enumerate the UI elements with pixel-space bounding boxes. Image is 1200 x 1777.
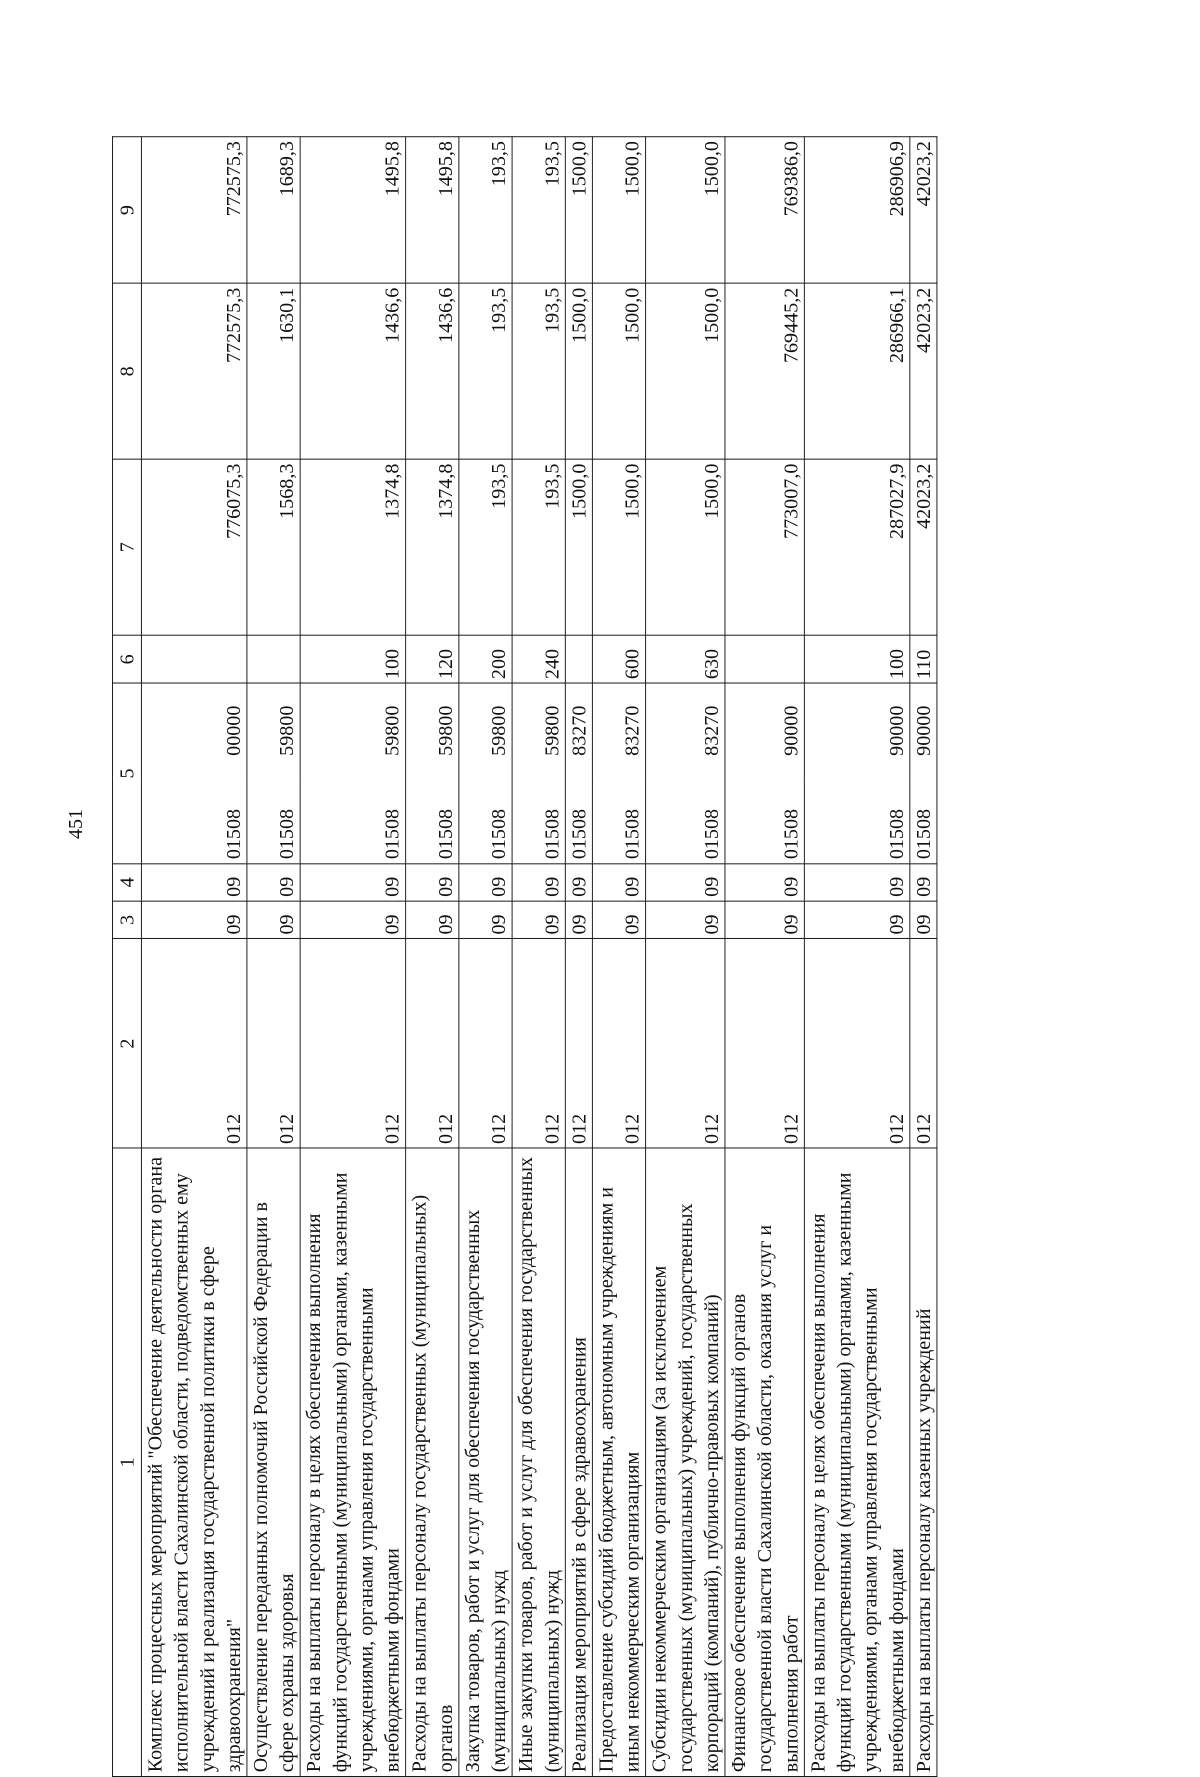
- cell-col-6: [247, 635, 300, 683]
- cell-col-6: [141, 635, 247, 683]
- page-number: 451: [65, 809, 87, 839]
- cell-col-5-program: 01508: [725, 778, 804, 864]
- cell-name: Финансовое обеспечение выполнения функций органов государственной власти Сахалинской области, оказания услуг и выполнения работ: [725, 1148, 804, 1776]
- cell-col-8: 769445,2: [725, 283, 804, 459]
- cell-col-5-program: 01508: [247, 778, 300, 864]
- cell-col-8: 1436,6: [406, 283, 459, 459]
- cell-col-7: 1374,8: [406, 459, 459, 635]
- cell-col-3: 09: [910, 901, 937, 939]
- cell-name: Расходы на выплаты персоналу в целях обеспечения выполнения функций государственными (муниципальными) органами, казенными учреждениями, органами управления государственными внебюджетными фондами: [804, 1148, 910, 1776]
- cell-col-8: 1630,1: [247, 283, 300, 459]
- cell-col-5-direction: 90000: [910, 683, 937, 777]
- cell-col-7: 776075,3: [141, 459, 247, 635]
- cell-name: Субсидии некоммерческим организациям (за исключением государственных (муниципальных) учреждений, государственных корпораций (компаний), публично-правовых компаний): [646, 1148, 725, 1776]
- table-row: [804, 137, 910, 1777]
- cell-col-3: 09: [592, 901, 645, 939]
- cell-col-5-program: 01508: [406, 778, 459, 864]
- cell-col-7: 287027,9: [804, 459, 910, 635]
- cell-col-5-direction: 90000: [804, 683, 910, 777]
- cell-col-8: 1436,6: [300, 283, 406, 459]
- cell-col-5-direction: 59800: [459, 683, 512, 777]
- cell-col-9: 193,5: [512, 137, 565, 284]
- table-row: [141, 137, 247, 1777]
- cell-col-4: 09: [459, 863, 512, 901]
- cell-col-4: 09: [804, 863, 910, 901]
- cell-col-8: 1500,0: [592, 283, 645, 459]
- cell-col-7: 773007,0: [725, 459, 804, 635]
- cell-col-2: 012: [300, 939, 406, 1148]
- cell-col-9: 42023,2: [910, 137, 937, 284]
- cell-col-3: 09: [646, 901, 725, 939]
- cell-col-7: 1500,0: [565, 459, 592, 635]
- table-row: [565, 137, 592, 1777]
- cell-col-3: 09: [141, 901, 247, 939]
- cell-col-5-direction: 59800: [406, 683, 459, 777]
- cell-col-3: 09: [300, 901, 406, 939]
- header-col-7: 7: [112, 459, 141, 635]
- cell-col-4: 09: [512, 863, 565, 901]
- cell-name: Иные закупки товаров, работ и услуг для обеспечения государственных (муниципальных) нужд: [512, 1148, 565, 1776]
- cell-col-9: 286906,9: [804, 137, 910, 284]
- cell-name: Осуществление переданных полномочий Российской Федерации в сфере охраны здоровья: [247, 1148, 300, 1776]
- cell-col-7: 1568,3: [247, 459, 300, 635]
- cell-col-3: 09: [512, 901, 565, 939]
- table-row: [406, 137, 459, 1777]
- cell-col-4: 09: [247, 863, 300, 901]
- cell-col-9: 1689,3: [247, 137, 300, 284]
- cell-col-4: 09: [141, 863, 247, 901]
- cell-col-6: [565, 635, 592, 683]
- cell-col-2: 012: [512, 939, 565, 1148]
- cell-col-6: 600: [592, 635, 645, 683]
- cell-col-2: 012: [646, 939, 725, 1148]
- cell-col-2: 012: [247, 939, 300, 1148]
- cell-col-8: 42023,2: [910, 283, 937, 459]
- cell-col-8: 193,5: [459, 283, 512, 459]
- table-row: [247, 137, 300, 1777]
- cell-col-9: 1495,8: [300, 137, 406, 284]
- header-col-3: 3: [112, 901, 141, 939]
- cell-col-9: 1500,0: [565, 137, 592, 284]
- cell-col-4: 09: [406, 863, 459, 901]
- cell-col-5-program: 01508: [300, 778, 406, 864]
- cell-col-6: 240: [512, 635, 565, 683]
- header-col-9: 9: [112, 137, 141, 284]
- cell-col-5-direction: 83270: [565, 683, 592, 777]
- cell-name: Расходы на выплаты персоналу в целях обеспечения выполнения функций государственными (муниципальными) органами, казенными учреждениями, органами управления государственными внебюджетными фондами: [300, 1148, 406, 1776]
- cell-col-9: 772575,3: [141, 137, 247, 284]
- cell-col-7: 193,5: [512, 459, 565, 635]
- cell-col-7: 1500,0: [592, 459, 645, 635]
- cell-col-2: 012: [910, 939, 937, 1148]
- cell-col-3: 09: [565, 901, 592, 939]
- cell-name: Расходы на выплаты персоналу казенных учреждений: [910, 1148, 937, 1776]
- cell-col-8: 1500,0: [565, 283, 592, 459]
- cell-col-4: 09: [592, 863, 645, 901]
- cell-col-2: 012: [592, 939, 645, 1148]
- cell-col-5-direction: 59800: [247, 683, 300, 777]
- cell-col-5-direction: 83270: [646, 683, 725, 777]
- cell-col-5-direction: 00000: [141, 683, 247, 777]
- cell-col-4: 09: [300, 863, 406, 901]
- cell-col-6: 100: [804, 635, 910, 683]
- table-row: [646, 137, 725, 1777]
- cell-col-3: 09: [804, 901, 910, 939]
- cell-col-5-direction: 90000: [725, 683, 804, 777]
- cell-col-4: 09: [910, 863, 937, 901]
- cell-col-2: 012: [141, 939, 247, 1148]
- cell-col-9: 769386,0: [725, 137, 804, 284]
- table-row: [459, 137, 512, 1777]
- cell-col-6: 100: [300, 635, 406, 683]
- cell-col-6: 630: [646, 635, 725, 683]
- budget-table: [112, 136, 937, 1777]
- cell-col-3: 09: [247, 901, 300, 939]
- cell-col-9: 1495,8: [406, 137, 459, 284]
- table-row: [300, 137, 406, 1777]
- cell-name: Расходы на выплаты персоналу государственных (муниципальных) органов: [406, 1148, 459, 1776]
- cell-col-6: 110: [910, 635, 937, 683]
- cell-name: Реализация мероприятий в сфере здравоохранения: [565, 1148, 592, 1776]
- cell-col-3: 09: [459, 901, 512, 939]
- cell-col-6: [725, 635, 804, 683]
- cell-col-2: 012: [804, 939, 910, 1148]
- cell-col-3: 09: [725, 901, 804, 939]
- table-row: [592, 137, 645, 1777]
- budget-table-rotated: [112, 136, 1027, 1777]
- cell-col-7: 1374,8: [300, 459, 406, 635]
- cell-col-4: 09: [565, 863, 592, 901]
- cell-col-9: 193,5: [459, 137, 512, 284]
- cell-col-5-program: 01508: [592, 778, 645, 864]
- cell-col-6: 200: [459, 635, 512, 683]
- cell-col-5-program: 01508: [804, 778, 910, 864]
- cell-col-7: 42023,2: [910, 459, 937, 635]
- table-row: [910, 137, 937, 1777]
- header-col-8: 8: [112, 283, 141, 459]
- cell-col-2: 012: [725, 939, 804, 1148]
- cell-col-5-direction: 59800: [300, 683, 406, 777]
- cell-name: Предоставление субсидий бюджетным, автономным учреждениям и иным некоммерческим организациям: [592, 1148, 645, 1776]
- cell-col-7: 1500,0: [646, 459, 725, 635]
- table-body: [141, 137, 937, 1777]
- header-col-4: 4: [112, 863, 141, 901]
- cell-col-5-direction: 83270: [592, 683, 645, 777]
- cell-col-2: 012: [459, 939, 512, 1148]
- cell-name: Комплекс процессных мероприятий "Обеспечение деятельности органа исполнительной власти Сахалинской области, подведомственных ему учреждений и реализация государственной политики в сфере здравоохранения": [141, 1148, 247, 1776]
- cell-col-5-program: 01508: [646, 778, 725, 864]
- cell-col-9: 1500,0: [646, 137, 725, 284]
- header-col-1: 1: [112, 1148, 141, 1776]
- cell-col-4: 09: [646, 863, 725, 901]
- cell-col-8: 193,5: [512, 283, 565, 459]
- cell-col-8: 286966,1: [804, 283, 910, 459]
- cell-col-9: 1500,0: [592, 137, 645, 284]
- header-row: [112, 137, 141, 1777]
- cell-col-8: 772575,3: [141, 283, 247, 459]
- table-row: [512, 137, 565, 1777]
- cell-col-5-program: 01508: [910, 778, 937, 864]
- header-col-6: 6: [112, 635, 141, 683]
- cell-col-5-program: 01508: [512, 778, 565, 864]
- cell-col-2: 012: [406, 939, 459, 1148]
- cell-col-8: 1500,0: [646, 283, 725, 459]
- cell-col-2: 012: [565, 939, 592, 1148]
- cell-col-5-program: 01508: [141, 778, 247, 864]
- cell-col-5-program: 01508: [565, 778, 592, 864]
- cell-col-5-direction: 59800: [512, 683, 565, 777]
- cell-col-3: 09: [406, 901, 459, 939]
- table-row: [725, 137, 804, 1777]
- header-col-5: 5: [112, 683, 141, 863]
- cell-col-4: 09: [725, 863, 804, 901]
- header-col-2: 2: [112, 939, 141, 1148]
- cell-col-6: 120: [406, 635, 459, 683]
- cell-col-5-program: 01508: [459, 778, 512, 864]
- cell-col-7: 193,5: [459, 459, 512, 635]
- cell-name: Закупка товаров, работ и услуг для обеспечения государственных (муниципальных) нужд: [459, 1148, 512, 1776]
